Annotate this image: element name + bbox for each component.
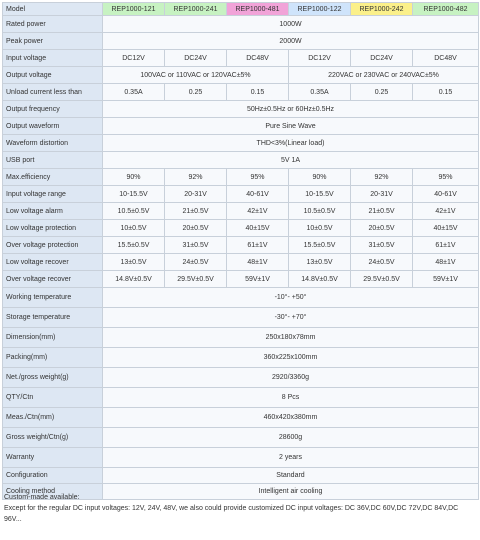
cell: 21±0.5V (165, 203, 227, 220)
model-header-3: REP1000-481 (227, 3, 289, 16)
table-row-storage-temperature (3, 308, 479, 328)
row-label: USB port (3, 152, 103, 169)
row-value: Pure Sine Wave (103, 118, 479, 135)
row-label: Waveform distortion (3, 135, 103, 152)
table-row-rated-power (3, 16, 479, 33)
row-value: 8 Pcs (103, 388, 479, 408)
row-value: 28600g (103, 428, 479, 448)
row-label: Packing(mm) (3, 348, 103, 368)
cell: 0.25 (165, 84, 227, 101)
row-value: 2920/3360g (103, 368, 479, 388)
row-label: QTY/Ctn (3, 388, 103, 408)
row-label: Meas./Ctn(mm) (3, 408, 103, 428)
row-label: Peak power (3, 33, 103, 50)
row-value: 460x420x380mm (103, 408, 479, 428)
row-label: Low voltage alarm (3, 203, 103, 220)
cell: DC48V (413, 50, 479, 67)
row-label: Output voltage (3, 67, 103, 84)
cell: 40±15V (413, 220, 479, 237)
cell: 20±0.5V (165, 220, 227, 237)
row-label: Output frequency (3, 101, 103, 118)
row-value: -10°- +50° (103, 288, 479, 308)
row-value: 50Hz±0.5Hz or 60Hz±0.5Hz (103, 101, 479, 118)
row-value: Intelligent air cooling (103, 484, 479, 500)
cell: 21±0.5V (351, 203, 413, 220)
cell: 10-15.5V (289, 186, 351, 203)
row-label: Output waveform (3, 118, 103, 135)
cell: 20-31V (351, 186, 413, 203)
row-value: 360x225x100mm (103, 348, 479, 368)
cell: 90% (103, 169, 165, 186)
model-header-1: REP1000-121 (103, 3, 165, 16)
cell: 0.25 (351, 84, 413, 101)
table-row-input-voltage (3, 50, 479, 67)
cell: 15.5±0.5V (103, 237, 165, 254)
cell: 14.8V±0.5V (289, 271, 351, 288)
model-header-2: REP1000-241 (165, 3, 227, 16)
row-label: Low voltage recover (3, 254, 103, 271)
row-label: Configuration (3, 468, 103, 484)
cell: 31±0.5V (351, 237, 413, 254)
row-label: Low voltage protection (3, 220, 103, 237)
note-heading: Custom-made available: (4, 494, 80, 501)
table-row-max-efficiency (3, 169, 479, 186)
cell: DC12V (289, 50, 351, 67)
cell: DC48V (227, 50, 289, 67)
row-label: Over voltage recover (3, 271, 103, 288)
cell: 10±0.5V (103, 220, 165, 237)
row-value: Standard (103, 468, 479, 484)
cell: 40-61V (227, 186, 289, 203)
cell: DC24V (165, 50, 227, 67)
row-value: 250x180x78mm (103, 328, 479, 348)
cell: 92% (351, 169, 413, 186)
table-row-output-frequency (3, 101, 479, 118)
cell: 31±0.5V (165, 237, 227, 254)
row-value: 2 years (103, 448, 479, 468)
table-row-input-voltage-range (3, 186, 479, 203)
cell: 24±0.5V (351, 254, 413, 271)
cell: 42±1V (227, 203, 289, 220)
cell: 24±0.5V (165, 254, 227, 271)
cell: 10-15.5V (103, 186, 165, 203)
row-value: 2000W (103, 33, 479, 50)
cell: 20-31V (165, 186, 227, 203)
table-row-low-voltage-recover (3, 254, 479, 271)
cell: 95% (227, 169, 289, 186)
cell: 59V±1V (413, 271, 479, 288)
row-label: Warranty (3, 448, 103, 468)
cell: 13±0.5V (289, 254, 351, 271)
table-row-low-voltage-alarm (3, 203, 479, 220)
cell: 42±1V (413, 203, 479, 220)
cell: 220VAC or 230VAC or 240VAC±5% (289, 67, 479, 84)
cell: 40±15V (227, 220, 289, 237)
row-label: Input voltage range (3, 186, 103, 203)
row-value: 1000W (103, 16, 479, 33)
row-value: THD<3%(Linear load) (103, 135, 479, 152)
cell: 92% (165, 169, 227, 186)
row-label: Storage temperature (3, 308, 103, 328)
cell: 14.8V±0.5V (103, 271, 165, 288)
table-row-over-voltage-recover (3, 271, 479, 288)
cell: 20±0.5V (351, 220, 413, 237)
table-row-usb-port (3, 152, 479, 169)
table-row-net-gross-weight (3, 368, 479, 388)
table-row-over-voltage-protection (3, 237, 479, 254)
model-header-6: REP1000-482 (413, 3, 479, 16)
table-row-low-voltage-protection (3, 220, 479, 237)
cell: DC24V (351, 50, 413, 67)
cell: 29.5V±0.5V (165, 271, 227, 288)
cell: 15.5±0.5V (289, 237, 351, 254)
cell: 95% (413, 169, 479, 186)
row-label: Unload current less than (3, 84, 103, 101)
cell: 48±1V (413, 254, 479, 271)
row-label: Rated power (3, 16, 103, 33)
cell: 10.5±0.5V (103, 203, 165, 220)
row-label: Gross weight/Ctn(g) (3, 428, 103, 448)
table-row-meas-ctn (3, 408, 479, 428)
table-row-dimension (3, 328, 479, 348)
model-header-4: REP1000-122 (289, 3, 351, 16)
row-label: Max.efficiency (3, 169, 103, 186)
table-row-peak-power (3, 33, 479, 50)
row-value: -30°- +70° (103, 308, 479, 328)
cell: 10±0.5V (289, 220, 351, 237)
note-body: Except for the regular DC input voltages: 12V, 24V, 48V, we also could provide customized DC input voltages: DC 36V,DC 60V,DC 72V,DC 84V,DC 96V... (4, 505, 459, 523)
table-row-configuration (3, 468, 479, 484)
row-label: Input voltage (3, 50, 103, 67)
cell: 0.35A (103, 84, 165, 101)
table-row-model (3, 3, 479, 16)
cell: 29.5V±0.5V (351, 271, 413, 288)
cell: 0.35A (289, 84, 351, 101)
cell: 0.15 (413, 84, 479, 101)
spec-table (2, 2, 479, 500)
table-row-warranty (3, 448, 479, 468)
row-label: Net./gross weight(g) (3, 368, 103, 388)
custom-made-note (4, 492, 476, 525)
table-row-working-temperature (3, 288, 479, 308)
row-label: Cooling method (3, 484, 103, 500)
table-row-packing (3, 348, 479, 368)
table-row-output-voltage (3, 67, 479, 84)
cell: 59V±1V (227, 271, 289, 288)
cell: 13±0.5V (103, 254, 165, 271)
table-row-output-waveform (3, 118, 479, 135)
row-label: Working temperature (3, 288, 103, 308)
cell: 40-61V (413, 186, 479, 203)
table-row-qty-ctn (3, 388, 479, 408)
table-row-waveform-distortion (3, 135, 479, 152)
cell: DC12V (103, 50, 165, 67)
model-header-5: REP1000-242 (351, 3, 413, 16)
cell: 61±1V (227, 237, 289, 254)
table-row-unload-current (3, 84, 479, 101)
row-label: Dimension(mm) (3, 328, 103, 348)
cell: 90% (289, 169, 351, 186)
cell: 10.5±0.5V (289, 203, 351, 220)
row-label-model: Model (3, 3, 103, 16)
row-label: Over voltage protection (3, 237, 103, 254)
cell: 61±1V (413, 237, 479, 254)
cell: 0.15 (227, 84, 289, 101)
row-value: 5V 1A (103, 152, 479, 169)
cell: 48±1V (227, 254, 289, 271)
table-row-gross-weight-ctn (3, 428, 479, 448)
cell: 100VAC or 110VAC or 120VAC±5% (103, 67, 289, 84)
